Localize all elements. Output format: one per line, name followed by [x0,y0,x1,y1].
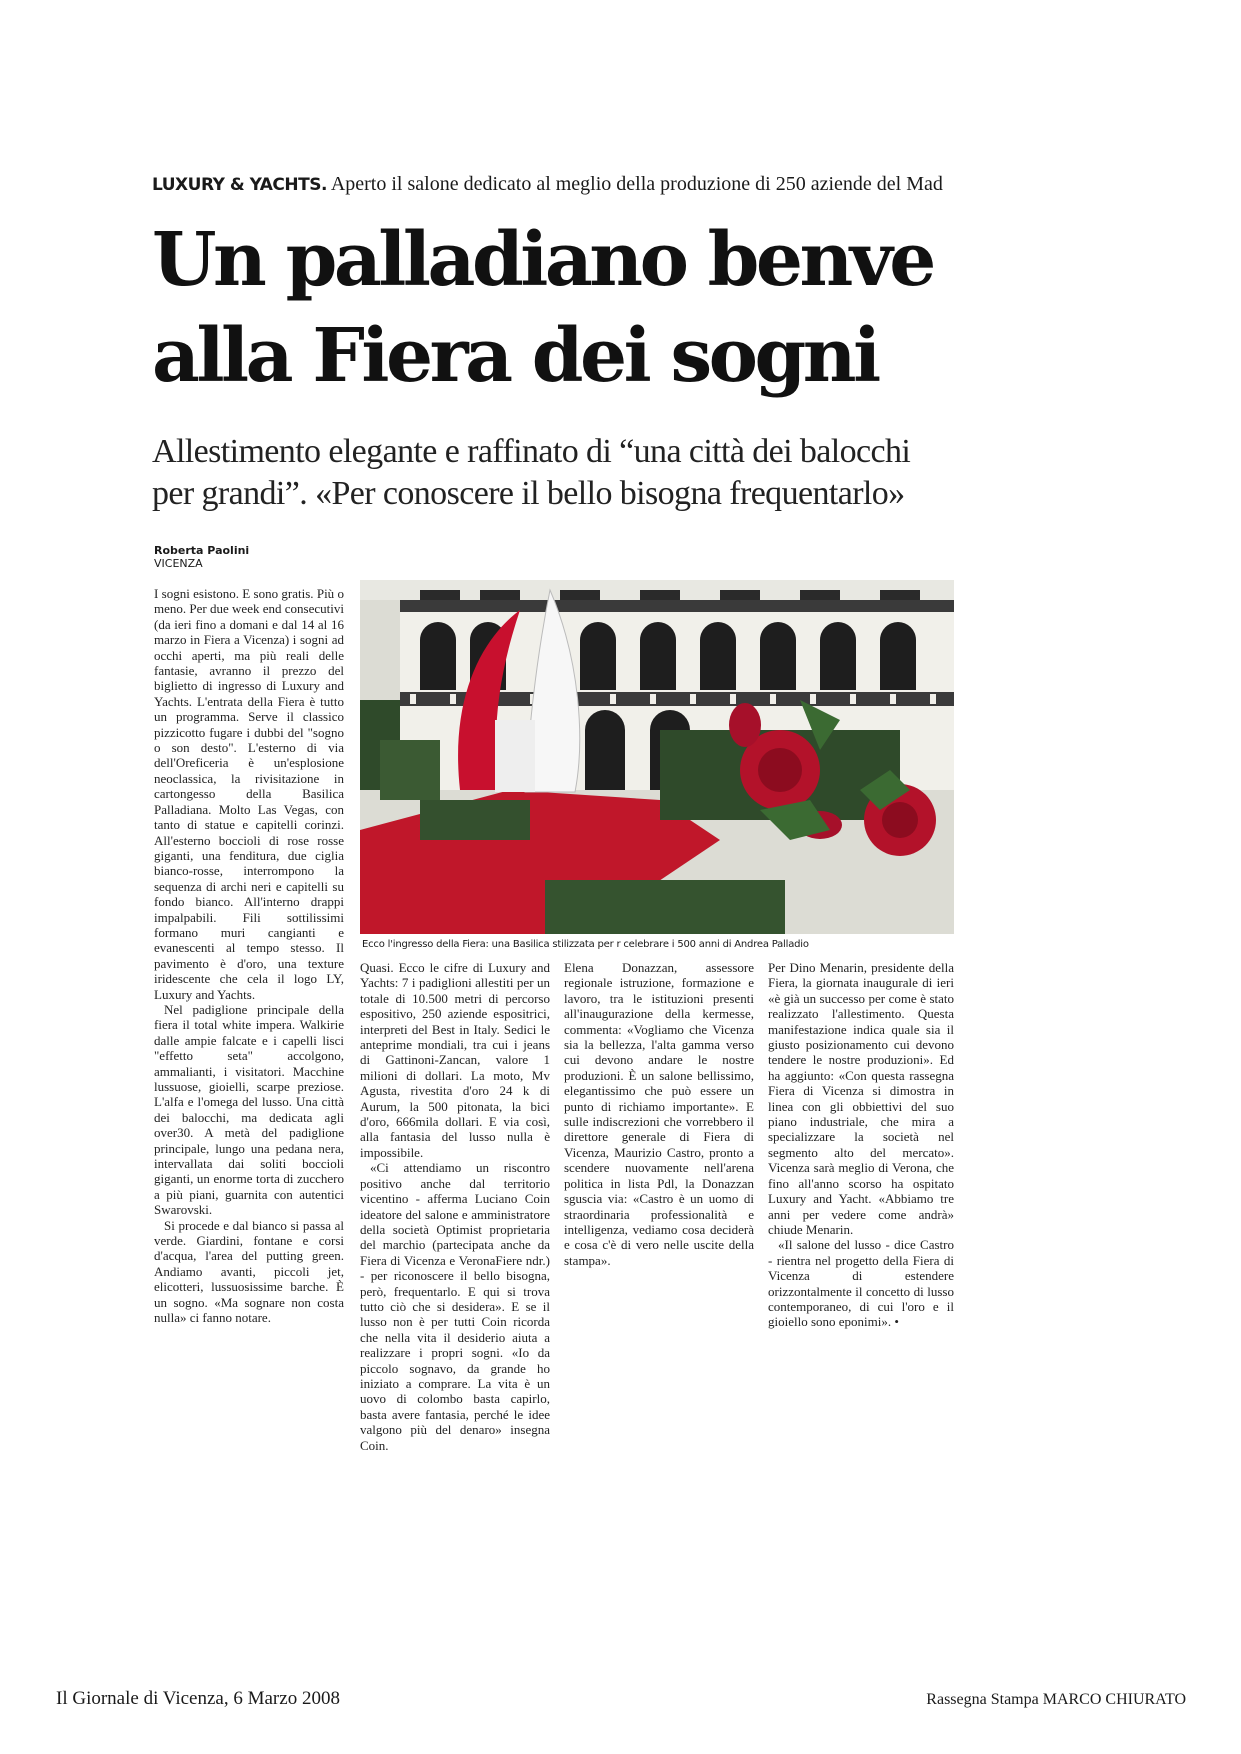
subtitle: Allestimento elegante e raffinato di “una città dei balocchi per grandi”. «Per conoscere il bello bisogna frequentarlo» [152,433,911,512]
headline-line-1: Un palladiano benve [152,217,933,303]
article-column-4 [768,960,954,1406]
article-paragraph: Si procede e dal bianco si passa al verde. Giardini, fontane e corsi d'acqua, l'area del putting green. Andiamo avanti, piccoli jet, elicotteri, lussuosissime barche. È un sogno. «Ma sognare non costa nulla» ci fanno notare. [154,1217,344,1326]
section-label: LUXURY & YACHTS. [152,175,327,195]
article-paragraph: Elena Donazzan, assessore regionale istruzione, formazione e lavoro, tra le istituzioni presenti all'inaugurazione della kermesse, commenta: «Vogliamo che Vicenza sia la bellezza, l'alta gamma verso cui devono andare le nostre produzioni. È un salone bellissimo, elegantissimo che può essere un punto di richiamo importante». E sulle indiscrezioni che vorrebbero il direttore generale di Fiera di Vicenza, Maurizio Castro, pronto a scendere nuovamente nell'arena politica in lista Pdl, la Donazzan sguscia via: «Castro è un uomo di straordinaria professionalità e intelligenza, vediamo cosa deciderà e cosa c'è di vero nelle uscite della stampa». [564,960,754,1268]
kicker-text: Aperto il salone dedicato al meglio della produzione di 250 aziende del Mad [330,173,943,195]
article-paragraph: Nel padiglione principale della fiera il total white impera. Walkirie dalle ampie falcate e i capelli lisci "effetto seta" accolgono, ammalianti, i visitatori. Macchine lussuose, gioielli, scarpe preziose. L'alfa e l'omega del lusso. Una città dei balocchi, ma dedicata agli over30. A metà del padiglione principale, lungo una pedana nera, intervallata dai soliti boccioli giganti, un enorme torta di zucchero a più piani, guarnita con autentici Swarovski. [154,1001,344,1218]
headline [152,212,933,404]
article-column-3 [564,960,754,1406]
dateline-location: VICENZA [154,557,203,570]
article-column-1 [154,586,344,1406]
footer-credit: Rassegna Stampa MARCO CHIURATO [926,1691,1186,1708]
newspaper-clipping [152,168,955,1453]
footer-source: Il Giornale di Vicenza, 6 Marzo 2008 [56,1688,340,1709]
article-paragraph: «Il salone del lusso - dice Castro - rientra nel progetto della Fiera di Vicenza di estendere orizzontalmente il concetto di lusso contemporaneo, di cui l'oro e il gioiello sono eponimi». • [768,1237,954,1330]
article-paragraph: I sogni esistono. E sono gratis. Più o meno. Per due week end consecutivi (da ieri fino a domani e dal 14 al 16 marzo in Fiera a Vicenza) i sogni ad occhi aperti, ma più reali delle fantasie, avranno il prezzo del biglietto di ingresso di Luxury and Yachts. L'entrata della Fiera è tutto un programma. Serve il classico pizzicotto fugare i dubbi del "sogno o son desto". L'esterno di via dell'Oreficeria è un'esplosione neoclassica, la rivisitazione in cartongesso della Basilica Palladiana. Molto Las Vegas, con tanto di statue e capitelli corinzi. All'esterno boccioli di rose rosse giganti, una fenditura, due ciglia bianco-rosse, interrompono la sequenza di archi neri e capitelli su fondo bianco. All'interno drappi impalpabili. Fili sottilissimi formano muri cangianti e evanescenti al tempo stesso. Il pavimento è d'oro, una texture iridescente che cela il logo LY, Luxury and Yachts. [154,586,344,1002]
article-paragraph: «Ci attendiamo un riscontro positivo anche dal territorio vicentino - afferma Luciano Coin ideatore del salone e amministratore della società Optimist proprietaria del marchio (partecipata anche da Fiera di Vicenza e VeronaFiere ndr.) - per riconoscere il bello bisogna, però, frequentarlo. E qui si trova tutto ciò che si desidera». E se il lusso non è per tutti Coin ricorda che nella vita il desiderio aiuta a realizzare i propri sogni. «Io da piccolo sognavo, da grande ho iniziato a comprare. La vita è un uovo di colombo basta capirlo, basta avere fantasia, perché le idee valgono più del denaro» insegna Coin. [360,1160,550,1453]
author-name: Roberta Paolini [154,544,250,557]
article-column-2 [360,960,550,1453]
article-kicker [152,172,943,197]
headline-line-2: alla Fiera dei sogni [152,313,878,399]
article-paragraph: Per Dino Menarin, presidente della Fiera, la giornata inaugurale di ieri «è già un successo per come è stato realizzato l'allestimento. Questa manifestazione indica quale sia il giusto posizionamento cui devono tendere le nostre produzioni». Ed ha aggiunto: «Con questa rassegna Fiera di Vicenza si dimostra in linea con gli obbiettivi del suo piano industriale, che mira a specializzare la società nel segmento alto del mercato». Vicenza sarà meglio di Verona, che fino all'anno scorso ha ospitato Luxury and Yacht. «Abbiamo tre anni per vedere come andrà» chiude Menarin. [768,960,954,1237]
photo-caption: Ecco l'ingresso della Fiera: una Basilica stilizzata per r celebrare i 500 anni di Andrea Palladio [362,939,809,950]
fiera-entrance-photo [360,580,954,934]
article-paragraph: Quasi. Ecco le cifre di Luxury and Yachts: 7 i padiglioni allestiti per un totale di 10.500 metri di percorso espositivo, 250 aziende espositrici, interpreti del Best in Italy. Sedici le anteprime mondiali, tra cui i jeans di Gattinoni-Zancan, valore 1 milioni di dollari. La moto, Mv Agusta, rivestita d'oro 24 k di Aurum, la 500 pitonata, la bici d'oro, 666mila dollari. E via così, alla fantasia del lusso nulla è impossibile. [360,960,550,1160]
byline [154,544,249,570]
